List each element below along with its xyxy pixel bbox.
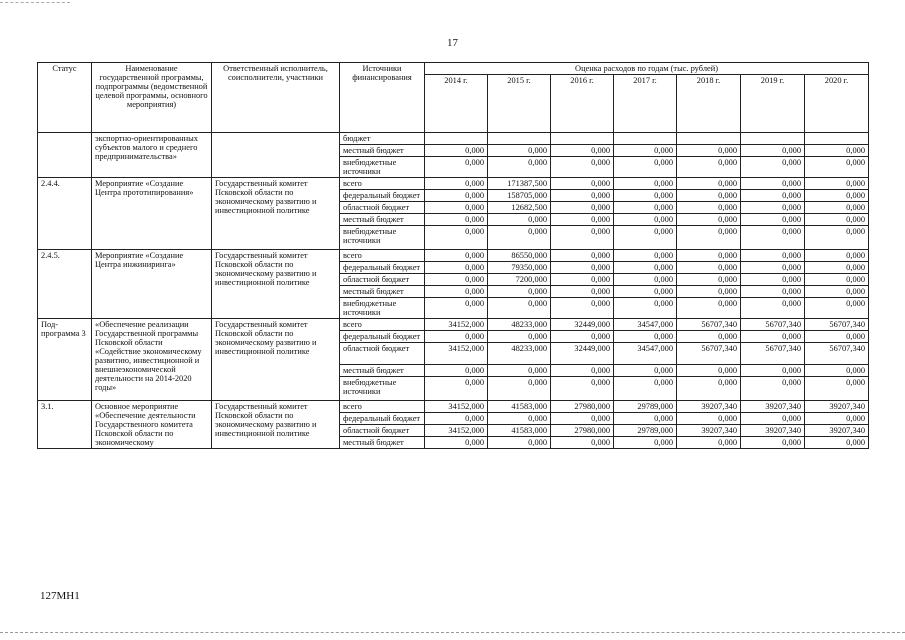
value-cell: 0,000 — [677, 145, 741, 157]
value-cell: 0,000 — [805, 286, 869, 298]
value-cell — [425, 133, 488, 145]
value-cell: 0,000 — [425, 377, 488, 401]
value-cell: 0,000 — [425, 157, 488, 178]
footer-code: 127МН1 — [40, 590, 80, 602]
source-cell: внебюджетные источники — [340, 377, 425, 401]
status-cell: 3.1. — [38, 401, 92, 449]
value-cell: 56707,340 — [741, 343, 805, 365]
table-row — [38, 401, 869, 413]
value-cell: 0,000 — [677, 226, 741, 250]
header-status: Статус — [38, 63, 92, 133]
value-cell: 0,000 — [805, 250, 869, 262]
value-cell: 34547,000 — [614, 343, 677, 365]
value-cell: 0,000 — [425, 365, 488, 377]
value-cell: 0,000 — [805, 437, 869, 449]
source-cell: местный бюджет — [340, 286, 425, 298]
value-cell: 0,000 — [551, 413, 614, 425]
responsible-cell — [212, 133, 340, 178]
value-cell: 0,000 — [741, 202, 805, 214]
value-cell: 0,000 — [488, 298, 551, 319]
source-cell: бюджет — [340, 133, 425, 145]
value-cell: 0,000 — [677, 331, 741, 343]
value-cell: 34152,000 — [425, 343, 488, 365]
value-cell: 171387,500 — [488, 178, 551, 190]
source-cell: областной бюджет — [340, 274, 425, 286]
scan-artifact-bottom — [0, 632, 905, 633]
value-cell: 32449,000 — [551, 343, 614, 365]
header-year: 2015 г. — [488, 75, 551, 133]
value-cell: 0,000 — [488, 437, 551, 449]
value-cell: 39207,340 — [677, 401, 741, 413]
responsible-cell: Государственный комитет Псковской области по экономическому развитию и инвестиционной политике — [212, 401, 340, 449]
value-cell: 0,000 — [488, 377, 551, 401]
value-cell: 0,000 — [551, 214, 614, 226]
value-cell: 34152,000 — [425, 425, 488, 437]
source-cell: внебюджетные источники — [340, 226, 425, 250]
table-row — [38, 250, 869, 262]
value-cell — [614, 133, 677, 145]
value-cell: 0,000 — [614, 298, 677, 319]
value-cell: 0,000 — [677, 250, 741, 262]
value-cell: 0,000 — [425, 437, 488, 449]
value-cell: 0,000 — [805, 190, 869, 202]
responsible-cell: Государственный комитет Псковской области по экономическому развитию и инвестиционной политике — [212, 178, 340, 250]
value-cell: 32449,000 — [551, 319, 614, 331]
value-cell: 0,000 — [741, 178, 805, 190]
source-cell: всего — [340, 178, 425, 190]
source-cell: внебюджетные источники — [340, 157, 425, 178]
value-cell: 27980,000 — [551, 425, 614, 437]
status-cell: Под-программа 3 — [38, 319, 92, 401]
source-cell: федеральный бюджет — [340, 331, 425, 343]
program-name-cell: экспортно-ориентированных субъектов малого и среднего предпринимательства» — [92, 133, 212, 178]
value-cell: 0,000 — [425, 250, 488, 262]
value-cell: 0,000 — [614, 250, 677, 262]
value-cell — [741, 133, 805, 145]
header-year: 2014 г. — [425, 75, 488, 133]
value-cell: 0,000 — [551, 286, 614, 298]
value-cell: 0,000 — [677, 365, 741, 377]
value-cell: 41583,000 — [488, 425, 551, 437]
value-cell: 0,000 — [677, 377, 741, 401]
source-cell: местный бюджет — [340, 437, 425, 449]
value-cell: 0,000 — [805, 365, 869, 377]
value-cell: 0,000 — [425, 286, 488, 298]
value-cell: 0,000 — [677, 274, 741, 286]
value-cell: 48233,000 — [488, 343, 551, 365]
header-year: 2017 г. — [614, 75, 677, 133]
value-cell: 0,000 — [551, 202, 614, 214]
header-sources: Источники финансирования — [340, 63, 425, 133]
header-responsible: Ответственный исполнитель, соисполнители, участники — [212, 63, 340, 133]
value-cell: 0,000 — [425, 145, 488, 157]
value-cell: 0,000 — [614, 413, 677, 425]
header-year: 2016 г. — [551, 75, 614, 133]
value-cell: 0,000 — [677, 178, 741, 190]
value-cell: 0,000 — [805, 298, 869, 319]
value-cell — [551, 133, 614, 145]
value-cell: 158705,000 — [488, 190, 551, 202]
value-cell: 0,000 — [614, 262, 677, 274]
value-cell: 0,000 — [488, 413, 551, 425]
value-cell: 0,000 — [488, 226, 551, 250]
value-cell: 0,000 — [614, 178, 677, 190]
value-cell: 0,000 — [425, 202, 488, 214]
value-cell: 39207,340 — [677, 425, 741, 437]
value-cell: 27980,000 — [551, 401, 614, 413]
source-cell: местный бюджет — [340, 365, 425, 377]
value-cell: 79350,000 — [488, 262, 551, 274]
value-cell: 0,000 — [614, 226, 677, 250]
source-cell: областной бюджет — [340, 343, 425, 365]
value-cell: 0,000 — [614, 145, 677, 157]
header-estimate: Оценка расходов по годам (тыс. рублей) — [425, 63, 869, 75]
header-year: 2019 г. — [741, 75, 805, 133]
value-cell: 0,000 — [805, 413, 869, 425]
value-cell: 0,000 — [677, 190, 741, 202]
value-cell: 86550,000 — [488, 250, 551, 262]
value-cell: 0,000 — [551, 178, 614, 190]
value-cell: 56707,340 — [677, 343, 741, 365]
page-number: 17 — [447, 37, 458, 49]
status-cell: 2.4.4. — [38, 178, 92, 250]
value-cell: 0,000 — [551, 157, 614, 178]
value-cell: 0,000 — [741, 190, 805, 202]
value-cell: 0,000 — [551, 262, 614, 274]
value-cell: 12682,500 — [488, 202, 551, 214]
source-cell: федеральный бюджет — [340, 262, 425, 274]
value-cell: 0,000 — [488, 331, 551, 343]
value-cell: 0,000 — [551, 274, 614, 286]
source-cell: федеральный бюджет — [340, 190, 425, 202]
program-name-cell: Мероприятие «Создание Центра инжиниринга» — [92, 250, 212, 319]
value-cell: 39207,340 — [805, 425, 869, 437]
value-cell: 0,000 — [805, 274, 869, 286]
value-cell: 0,000 — [551, 298, 614, 319]
value-cell: 0,000 — [551, 250, 614, 262]
value-cell: 0,000 — [488, 214, 551, 226]
value-cell: 0,000 — [677, 202, 741, 214]
value-cell: 0,000 — [551, 437, 614, 449]
value-cell: 0,000 — [741, 365, 805, 377]
financing-table — [37, 62, 869, 449]
value-cell: 0,000 — [741, 145, 805, 157]
value-cell: 0,000 — [677, 298, 741, 319]
value-cell: 0,000 — [551, 365, 614, 377]
source-cell: местный бюджет — [340, 145, 425, 157]
value-cell — [488, 133, 551, 145]
scan-artifact-top — [0, 2, 70, 3]
value-cell: 0,000 — [677, 413, 741, 425]
table-body — [38, 133, 869, 449]
value-cell: 0,000 — [614, 157, 677, 178]
value-cell: 0,000 — [805, 331, 869, 343]
program-name-cell: Основное мероприятие «Обеспечение деятельности Государственного комитета Псковской области по экономическому — [92, 401, 212, 449]
value-cell — [677, 133, 741, 145]
value-cell: 0,000 — [805, 262, 869, 274]
value-cell: 0,000 — [425, 262, 488, 274]
value-cell: 0,000 — [741, 214, 805, 226]
value-cell: 7200,000 — [488, 274, 551, 286]
source-cell: всего — [340, 319, 425, 331]
value-cell: 0,000 — [614, 331, 677, 343]
value-cell: 0,000 — [741, 298, 805, 319]
value-cell: 0,000 — [805, 377, 869, 401]
source-cell: областной бюджет — [340, 425, 425, 437]
value-cell: 0,000 — [741, 262, 805, 274]
value-cell: 0,000 — [805, 214, 869, 226]
value-cell: 0,000 — [425, 178, 488, 190]
value-cell: 29789,000 — [614, 401, 677, 413]
value-cell: 0,000 — [805, 178, 869, 190]
value-cell: 0,000 — [741, 157, 805, 178]
value-cell: 0,000 — [425, 214, 488, 226]
value-cell: 0,000 — [425, 298, 488, 319]
value-cell: 0,000 — [677, 437, 741, 449]
value-cell: 0,000 — [741, 286, 805, 298]
value-cell: 0,000 — [551, 145, 614, 157]
value-cell: 0,000 — [741, 413, 805, 425]
value-cell: 0,000 — [677, 157, 741, 178]
value-cell: 0,000 — [551, 377, 614, 401]
value-cell: 34547,000 — [614, 319, 677, 331]
value-cell: 0,000 — [488, 365, 551, 377]
source-cell: областной бюджет — [340, 202, 425, 214]
value-cell: 0,000 — [425, 331, 488, 343]
value-cell: 0,000 — [741, 331, 805, 343]
value-cell: 0,000 — [741, 250, 805, 262]
value-cell: 0,000 — [551, 331, 614, 343]
source-cell: внебюджетные источники — [340, 298, 425, 319]
header-name: Наименование государственной программы, подпрограммы (ведомственной целевой программы, основного мероприятия) — [92, 63, 212, 133]
header-year: 2020 г. — [805, 75, 869, 133]
value-cell: 0,000 — [614, 274, 677, 286]
status-cell — [38, 133, 92, 178]
value-cell: 56707,340 — [805, 319, 869, 331]
value-cell: 0,000 — [614, 214, 677, 226]
value-cell: 0,000 — [614, 437, 677, 449]
value-cell: 39207,340 — [741, 425, 805, 437]
value-cell: 0,000 — [551, 226, 614, 250]
program-name-cell: «Обеспечение реализации Государственной программы Псковской области «Содействие экономическому развитию, инвестиционной и внешнеэкономической деятельности на 2014-2020 годы» — [92, 319, 212, 401]
value-cell: 56707,340 — [741, 319, 805, 331]
value-cell: 0,000 — [614, 286, 677, 298]
value-cell: 0,000 — [805, 145, 869, 157]
value-cell: 0,000 — [677, 262, 741, 274]
value-cell — [805, 133, 869, 145]
responsible-cell: Государственный комитет Псковской области по экономическому развитию и инвестиционной политике — [212, 319, 340, 401]
source-cell: всего — [340, 401, 425, 413]
value-cell: 0,000 — [614, 377, 677, 401]
table-header-row — [38, 63, 869, 75]
table-row — [38, 319, 869, 331]
value-cell: 0,000 — [488, 145, 551, 157]
status-cell: 2.4.5. — [38, 250, 92, 319]
value-cell: 48233,000 — [488, 319, 551, 331]
header-year: 2018 г. — [677, 75, 741, 133]
value-cell: 0,000 — [488, 157, 551, 178]
value-cell: 0,000 — [805, 226, 869, 250]
value-cell: 0,000 — [614, 365, 677, 377]
table-row — [38, 133, 869, 145]
value-cell: 39207,340 — [805, 401, 869, 413]
source-cell: федеральный бюджет — [340, 413, 425, 425]
value-cell: 0,000 — [677, 286, 741, 298]
value-cell: 0,000 — [551, 190, 614, 202]
value-cell: 29789,000 — [614, 425, 677, 437]
value-cell: 34152,000 — [425, 319, 488, 331]
value-cell: 39207,340 — [741, 401, 805, 413]
value-cell: 0,000 — [677, 214, 741, 226]
value-cell: 0,000 — [614, 202, 677, 214]
value-cell: 0,000 — [425, 226, 488, 250]
value-cell: 0,000 — [805, 202, 869, 214]
source-cell: местный бюджет — [340, 214, 425, 226]
value-cell: 56707,340 — [677, 319, 741, 331]
value-cell: 0,000 — [425, 413, 488, 425]
value-cell: 0,000 — [741, 226, 805, 250]
value-cell: 0,000 — [741, 437, 805, 449]
value-cell: 0,000 — [741, 377, 805, 401]
value-cell: 0,000 — [741, 274, 805, 286]
value-cell: 41583,000 — [488, 401, 551, 413]
value-cell: 56707,340 — [805, 343, 869, 365]
program-name-cell: Мероприятие «Создание Центра прототипирования» — [92, 178, 212, 250]
value-cell: 0,000 — [425, 190, 488, 202]
responsible-cell: Государственный комитет Псковской области по экономическому развитию и инвестиционной политике — [212, 250, 340, 319]
value-cell: 0,000 — [488, 286, 551, 298]
source-cell: всего — [340, 250, 425, 262]
value-cell: 0,000 — [425, 274, 488, 286]
value-cell: 0,000 — [805, 157, 869, 178]
table-row — [38, 178, 869, 190]
value-cell: 34152,000 — [425, 401, 488, 413]
value-cell: 0,000 — [614, 190, 677, 202]
